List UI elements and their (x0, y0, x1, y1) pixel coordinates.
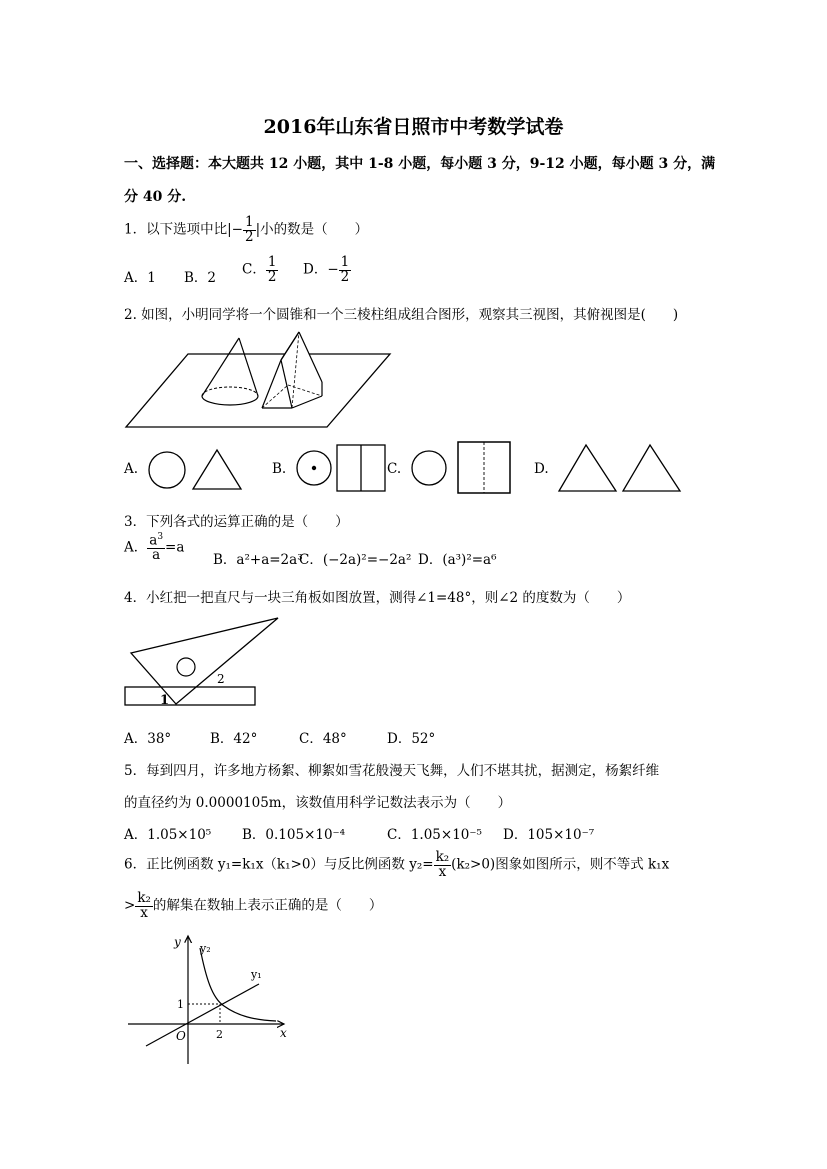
q1-option-d (303, 256, 351, 284)
section-header-line2: 分 40 分. (124, 189, 187, 205)
q1-frac-den: 2 (244, 228, 254, 245)
q1-frac-num: 1 (244, 214, 254, 230)
page-title: 2016年山东省日照市中考数学试卷 (263, 116, 564, 138)
q6-y1-label: y₁ (251, 968, 262, 981)
q6-line2-b: 的解集在数轴上表示正确的是（ ） (152, 897, 383, 914)
q1-option-d-num: 1 (340, 254, 350, 270)
q2-option-a-label: A. (124, 461, 139, 477)
q1-option-d-label: D． (303, 261, 328, 278)
q3-option-a-num-base: a (149, 532, 158, 549)
q6-origin-label: O (176, 1029, 186, 1043)
q1-option-c-num: 1 (267, 254, 277, 270)
q5-option-d: D．105×10⁻⁷ (503, 827, 595, 843)
question-1-stem (124, 216, 368, 244)
question-6-line2 (124, 892, 382, 920)
q2-option-d-label: D. (534, 461, 549, 477)
q1-abs-open: | (227, 221, 232, 238)
q6-function-graph (124, 928, 294, 1068)
q4-ruler-triangle-figure (124, 615, 284, 710)
q4-option-d: D．52° (387, 731, 436, 747)
question-2-stem: 2. 如图，小明同学将一个圆锥和一个三棱柱组成组合图形，观察其三视图，其俯视图是( ) (124, 307, 679, 323)
q6-line1-a: 6．正比例函数 y₁=k₁x（k₁>0）与反比例函数 y₂= (124, 856, 434, 873)
q3-option-a-den: a (152, 547, 161, 563)
q1-option-a: A．1 (124, 270, 156, 286)
q1-option-d-den: 2 (340, 268, 350, 285)
q4-option-b: B．42° (210, 731, 258, 747)
q1-option-c-label: C． (242, 261, 266, 278)
section-header-line1: 一、选择题：本大题共 12 小题，其中 1-8 小题，每小题 3 分，9-12 小题，每小题 3 分，满 (124, 156, 716, 172)
q3-option-a-frac (147, 533, 165, 563)
q3-option-a-num-exp: 3 (157, 532, 164, 542)
q4-angle-1-label: 1 (160, 693, 170, 708)
q1-stem-b: 小的数是（ ） (260, 221, 369, 238)
q6-line2-frac (135, 892, 153, 920)
q3-option-a-rest: =a (165, 539, 185, 556)
q2-option-d-figure (557, 442, 682, 494)
q1-option-c-frac (266, 256, 279, 284)
q6-tick-y-1: 1 (177, 998, 184, 1011)
q2-option-c-figure (410, 440, 512, 496)
q2-option-b-figure (295, 443, 387, 493)
q6-y2-label: y₂ (200, 942, 211, 955)
q6-y-axis-label: y (174, 935, 181, 949)
q5-option-a: A．1.05×10⁵ (124, 827, 212, 843)
q5-option-b: B．0.105×10⁻⁴ (242, 827, 346, 843)
q1-option-b: B．2 (184, 270, 217, 286)
q6-line1-frac (434, 851, 452, 879)
q6-x-axis-label: x (280, 1026, 287, 1040)
q4-angle-2-label: 2 (217, 672, 225, 686)
q6-line2-a: > (124, 897, 136, 914)
question-3-stem: 3．下列各式的运算正确的是（ ） (124, 514, 349, 530)
q4-option-a: A．38° (124, 731, 172, 747)
q3-option-a-label: A． (124, 539, 148, 556)
q1-stem-a: 1．以下选项中比 (124, 221, 228, 238)
question-5-line1: 5．每到四月，许多地方杨絮、柳絮如雪花般漫天飞舞，人们不堪其扰，据测定，杨絮纤维 (124, 763, 660, 779)
q2-solid-figure (120, 330, 395, 430)
q2-option-b-label: B. (272, 461, 287, 477)
q1-abs-neg: − (231, 221, 243, 238)
q1-fraction (243, 216, 256, 244)
q1-option-d-sign: − (327, 261, 339, 278)
q3-option-d: D．(a³)²=a⁶ (418, 552, 497, 568)
q1-option-c (242, 256, 278, 284)
q6-tick-x-2: 2 (216, 1028, 223, 1041)
q6-line2-frac-num: k₂ (137, 890, 151, 906)
q6-line1-frac-num: k₂ (435, 849, 450, 865)
q5-option-c: C．1.05×10⁻⁵ (387, 827, 482, 843)
question-4-stem: 4．小红把一把直尺与一块三角板如图放置，测得∠1=48°，则∠2 的度数为（ ） (124, 590, 631, 606)
q6-line1-frac-den: x (438, 863, 447, 880)
q1-option-c-den: 2 (267, 268, 277, 285)
q6-line2-frac-den: x (140, 904, 148, 921)
question-5-line2: 的直径约为 0.0000105m，该数值用科学记数法表示为（ ） (124, 795, 512, 811)
q2-option-a-figure (147, 447, 242, 493)
q3-option-c: C．(−2a)²=−2a² (299, 552, 412, 568)
q1-option-d-frac (339, 256, 352, 284)
q2-option-c-label: C. (387, 461, 402, 477)
q6-line1-b: (k₂>0)图象如图所示，则不等式 k₁x (451, 856, 670, 873)
q3-option-b: B．a²+a=2a³ (213, 552, 303, 568)
q3-option-a (124, 533, 184, 563)
q4-option-c: C．48° (299, 731, 347, 747)
q1-abs-close: | (255, 221, 261, 238)
question-6-line1 (124, 851, 669, 879)
